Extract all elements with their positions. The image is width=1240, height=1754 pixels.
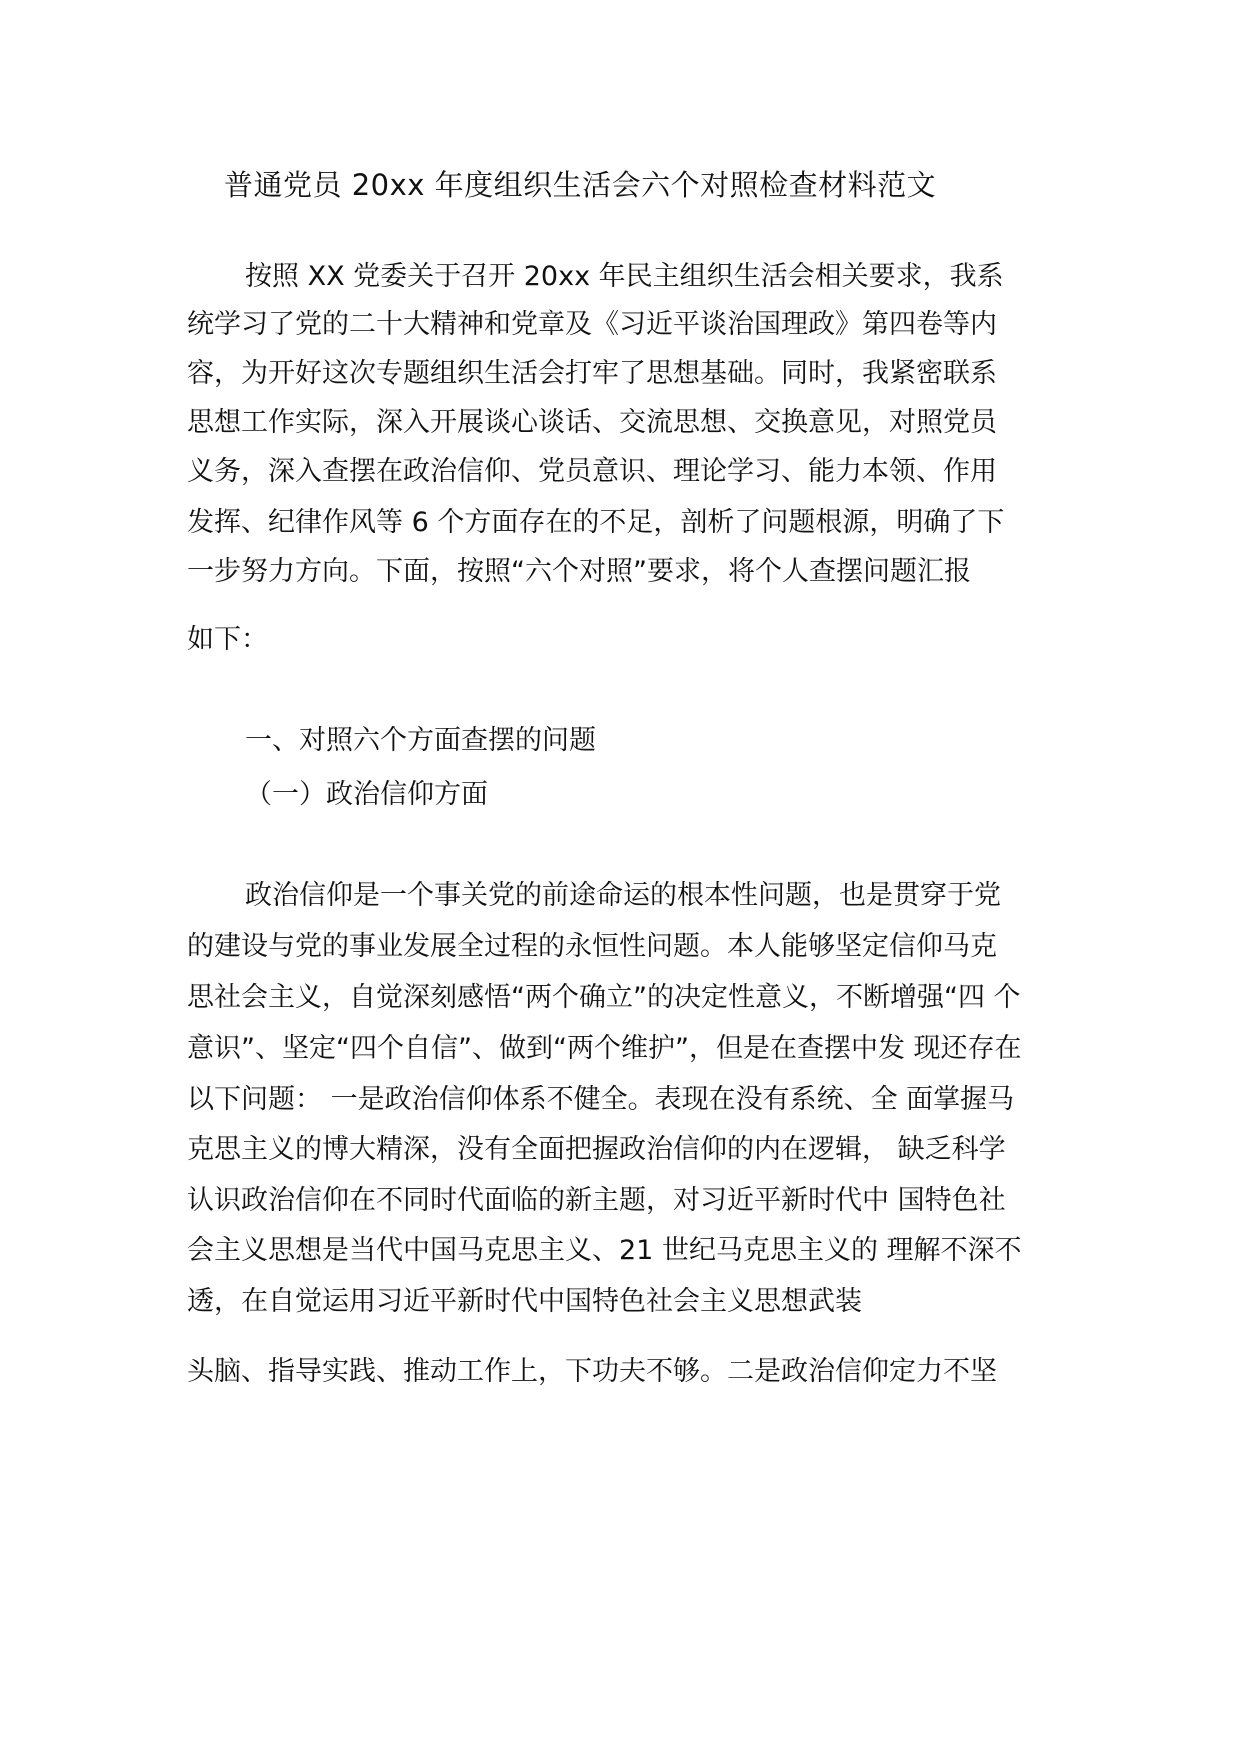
intro-line-7: 一步努力方向。下面，按照“六个对照”要求，将个人查摆问题汇报	[187, 556, 971, 587]
intro-line-4: 思想工作实际，深入开展谈心谈话、交流思想、交换意见，对照党员	[187, 407, 997, 438]
document-title: 普通党员 20xx 年度组织生活会六个对照检查材料范文	[224, 168, 937, 202]
body-line-10: 头脑、指导实践、推动工作上，下功夫不够。二是政治信仰定力不坚	[187, 1356, 997, 1387]
body-line-4: 意识”、坚定“四个自信”、做到“两个维护”，但是在查摆中发 现还存在	[187, 1033, 1022, 1064]
section-heading: 一、对照六个方面查摆的问题	[245, 725, 596, 756]
subsection-heading: （一）政治信仰方面	[245, 779, 488, 810]
body-line-9: 透，在自觉运用习近平新时代中国特色社会主义思想武装	[187, 1286, 862, 1317]
body-line-8: 会主义思想是当代中国马克思主义、21 世纪马克思主义的 理解不深不	[187, 1235, 1022, 1266]
intro-line-6: 发挥、纪律作风等 6 个方面存在的不足，剖析了问题根源，明确了下	[187, 507, 1005, 538]
body-line-7: 认识政治信仰在不同时代面临的新主题，对习近平新时代中 国特色社	[187, 1185, 1006, 1216]
body-line-6: 克思主义的博大精深，没有全面把握政治信仰的内在逻辑， 缺乏科学	[187, 1134, 1006, 1165]
intro-line-3: 容，为开好这次专题组织生活会打牢了思想基础。同时，我紧密联系	[187, 358, 997, 389]
intro-tail: 如下：	[187, 624, 268, 655]
intro-line-2: 统学习了党的二十大精神和党章及《习近平谈治国理政》第四卷等内	[187, 309, 997, 340]
body-line-1: 政治信仰是一个事关党的前途命运的根本性问题，也是贯穿于党	[245, 880, 1001, 911]
body-line-3: 思社会主义，自觉深刻感悟“两个确立”的决定性意义，不断增强“四 个	[187, 982, 1021, 1013]
intro-line-1: 按照 XX 党委关于召开 20xx 年民主组织生活会相关要求，我系	[245, 261, 1004, 292]
body-line-2: 的建设与党的事业发展全过程的永恒性问题。本人能够坚定信仰马克	[187, 931, 997, 962]
intro-line-5: 义务，深入查摆在政治信仰、党员意识、理论学习、能力本领、作用	[187, 456, 997, 487]
body-line-5: 以下问题： 一是政治信仰体系不健全。表现在没有系统、全 面掌握马	[187, 1084, 1015, 1115]
